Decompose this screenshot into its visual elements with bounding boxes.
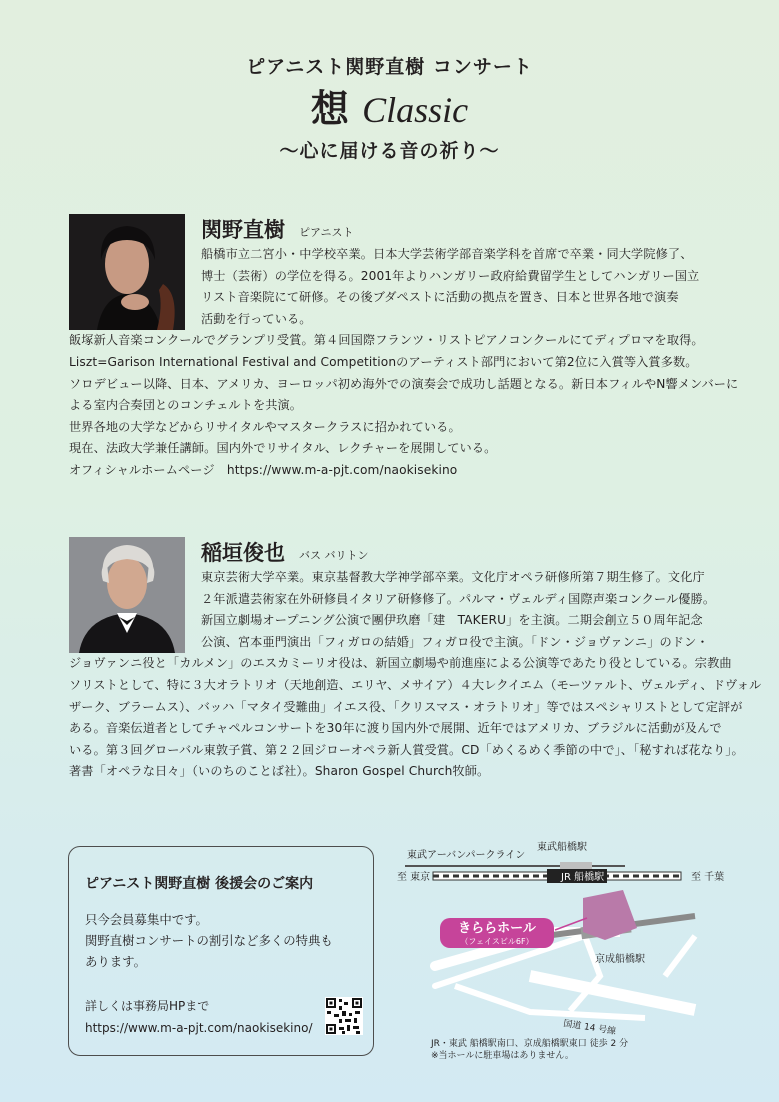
baritone-name-text: 稲垣俊也 [201,540,285,565]
bio-line: 公演、宮本亜門演出「フィガロの結婚」フィガロ役で主演。「ドン・ジョヴァンニ」のドン・ [201,634,709,649]
bio-line: いる。第３回グローバル東敦子賞、第２２回ジローオペラ新人賞受賞。CD「めくるめく季節の中で」、「秘すれば花なり」。 [69,742,744,757]
bio-line: リスト音楽院にて研修。その後ブダペストに活動の拠点を置き、日本と世界各地で演奏 [201,290,679,305]
hall-name: きららホール [458,921,536,936]
bio-line: ソリストとして、特に３大オラトリオ（天地創造、エリヤ、メサイア）４大レクイエム（モーツァルト、ヴェルディ、ドヴォル [69,677,762,692]
qr-code-icon[interactable] [325,997,363,1035]
bio-line: ザーク、ブラームス）、バッハ「マタイ受難曲」イエス役、「クリスマス・オラトリオ」等ではスペシャリストとして定評が [69,699,743,714]
jr-station-label: JR 船橋駅 [561,872,605,883]
tobu-station-label: 東武船橋駅 [537,842,587,853]
bio-line: Liszt=Garison International Festival and Competitionのアーティスト部門において第2位に入賞等入賞多数。 [69,354,698,369]
baritone-bio [69,567,762,783]
official-site-link[interactable]: オフィシャルホームページ https://www.m-a-pjt.com/naokisekino [69,462,458,477]
baritone-role: バス バリトン [299,548,369,562]
title-kanji: 想 [310,86,349,131]
support-url-link[interactable]: https://www.m-a-pjt.com/naokisekino/ [85,1021,313,1035]
concert-subtitle: ピアニスト関野直樹 コンサート [246,56,533,78]
baritone-name [201,537,369,567]
bio-line: 著書「オペラな日々」（いのちのことば社）。Sharon Gospel Church牧師。 [69,764,490,779]
bio-line: ある。音楽伝道者としてチャペルコンサートを30年に渡り国内外で展開、近年ではアメリカ、ブラジルに活動が及んで [69,721,722,736]
bio-line: よる室内合奏団とのコンチェルトを共演。 [69,398,303,413]
title-latin: Classic [362,90,469,130]
bio-line: ジョヴァンニ役と「カルメン」のエスカミーリオ役は、新国立劇場や前進座による公演等であたり役としている。宗教曲 [69,656,732,671]
hall-building-name: （フェイスビル6F） [460,937,534,946]
parking-note: ※当ホールに駐車場はありません。 [431,1051,574,1061]
bio-line: ソロデビュー以降、日本、アメリカ、ヨーロッパ初め海外での演奏会で成功し話題となる。新日本フィルやN響メンバーに [69,376,739,391]
support-club-box [68,846,374,1056]
concert-title [0,85,779,134]
to-tokyo-label: 至 東京 [397,872,431,883]
concert-header [0,52,779,163]
pianist-name [201,214,353,244]
to-chiba-label: 至 千葉 [691,872,725,883]
bio-line: 飯塚新人音楽コンクールでグランプリ受賞。第４回国際フランツ・リストピアノコンクールにてディプロマを取得。 [69,333,704,348]
pianist-role: ピアニスト [299,225,354,239]
keisei-station-label: 京成船橋駅 [595,954,645,965]
bio-line: 新国立劇場オープニング公演で團伊玖磨「建 TAKERU」を主演。二期会創立５０周年記念 [201,613,703,628]
support-text-line: 只今会員募集中です。 [85,912,208,927]
support-title: ピアニスト関野直樹 後援会のご案内 [85,876,314,892]
bio-line: 世界各地の大学などからリサイタルやマスタークラスに招かれている。 [69,419,461,434]
access-note: JR・東武 船橋駅南口、京成船橋駅東口 徒歩 2 分 [431,1039,629,1049]
support-text [85,909,333,972]
route-label: 国道 14 号線 [562,1019,617,1038]
support-text-line: あります。 [85,954,146,969]
bio-line: ２年派遣芸術家在外研修員イタリア研修修了。パルマ・ヴェルディ国際声楽コンクール優勝。 [201,591,716,606]
pianist-bio [69,244,749,482]
tobu-line-label: 東武アーバンパークライン [407,850,526,861]
concert-tagline: 〜心に届ける音の祈り〜 [279,140,500,162]
bio-line: 船橋市立二宮小・中学校卒業。日本大学芸術学部音楽学科を首席で卒業・同大学院修了、 [201,247,693,261]
support-note [85,995,313,1039]
bio-line: 博士（芸術）の学位を得る。2001年よりハンガリー政府給費留学生としてハンガリー国立 [201,268,700,283]
access-map [395,836,745,1066]
bio-line: 東京芸術大学卒業。東京基督教大学神学部卒業。文化庁オペラ研修所第７期生修了。文化庁 [201,570,705,584]
bio-line: 現在、法政大学兼任講師。国内外でリサイタル、レクチャーを展開している。 [69,441,497,456]
support-note-text: 詳しくは事務局HPまで [85,999,210,1013]
bio-line: 活動を行っている。 [201,311,312,326]
support-text-line: 関野直樹コンサートの割引など多くの特典も [85,933,333,948]
pianist-name-text: 関野直樹 [201,217,285,242]
